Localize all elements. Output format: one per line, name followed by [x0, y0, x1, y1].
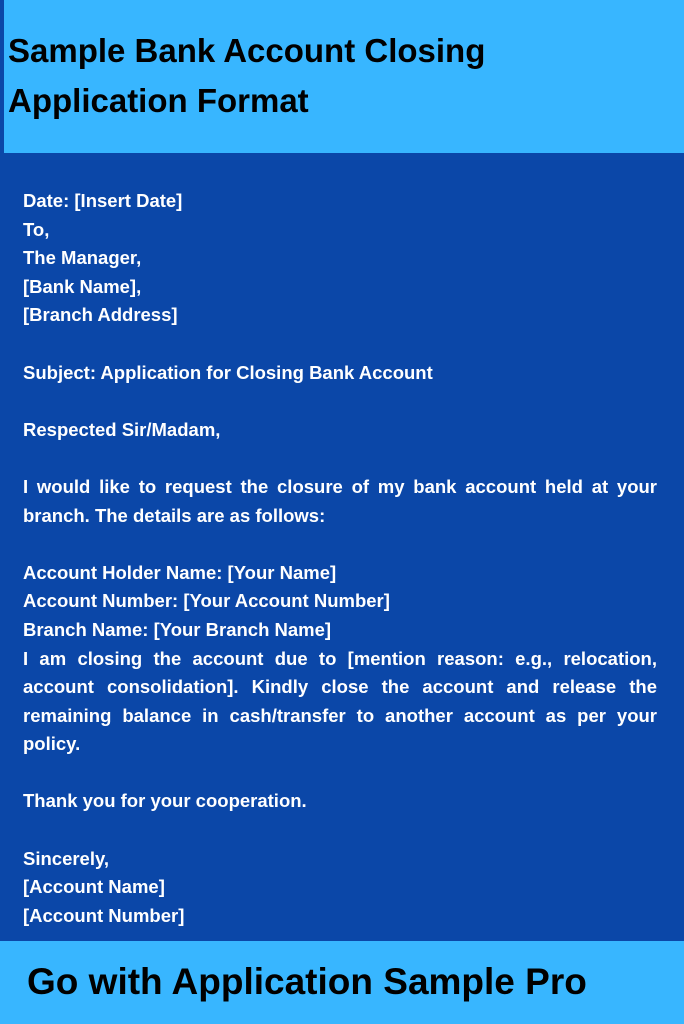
letter-branch-name: Branch Name: [Your Branch Name]: [23, 618, 332, 640]
header-banner: [0, 0, 684, 153]
letter-intro: I would like to request the closure of my bank account held at your branch. The details are as follows:: [23, 475, 657, 526]
letter-reason: I am closing the account due to [mention reason: e.g., relocation, account consolidation]. Kindly close the account and release the remaining balance in cash/transfer to another account as per your policy.: [23, 647, 657, 755]
footer-tagline: Go with Application Sample Pro: [27, 961, 587, 1002]
letter-signature-number: [Account Number]: [23, 904, 185, 926]
letter-thanks: Thank you for your cooperation.: [23, 790, 307, 812]
spacer: [23, 816, 657, 845]
letter-bank-name: [Bank Name],: [23, 275, 142, 297]
letter-signature-name: [Account Name]: [23, 876, 165, 898]
letter-body: [23, 187, 657, 930]
letter-salutation: Respected Sir/Madam,: [23, 418, 221, 440]
letter-date: Date: [Insert Date]: [23, 190, 183, 211]
spacer: [23, 330, 657, 359]
spacer: [23, 530, 657, 559]
letter-closing: Sincerely,: [23, 847, 110, 869]
footer-banner: [0, 941, 684, 1024]
letter-account-number: Account Number: [Your Account Number]: [23, 590, 390, 612]
spacer: [23, 387, 657, 416]
spacer: [23, 759, 657, 788]
spacer: [23, 444, 657, 473]
letter-recipient: The Manager,: [23, 247, 142, 269]
page-title: Sample Bank Account Closing Application Format: [8, 32, 486, 119]
letter-subject: Subject: Application for Closing Bank Account: [23, 361, 433, 383]
letter-to: To,: [23, 218, 50, 240]
letter-holder-name: Account Holder Name: [Your Name]: [23, 561, 337, 583]
letter-branch-address: [Branch Address]: [23, 304, 178, 326]
letter-panel: [0, 153, 684, 941]
